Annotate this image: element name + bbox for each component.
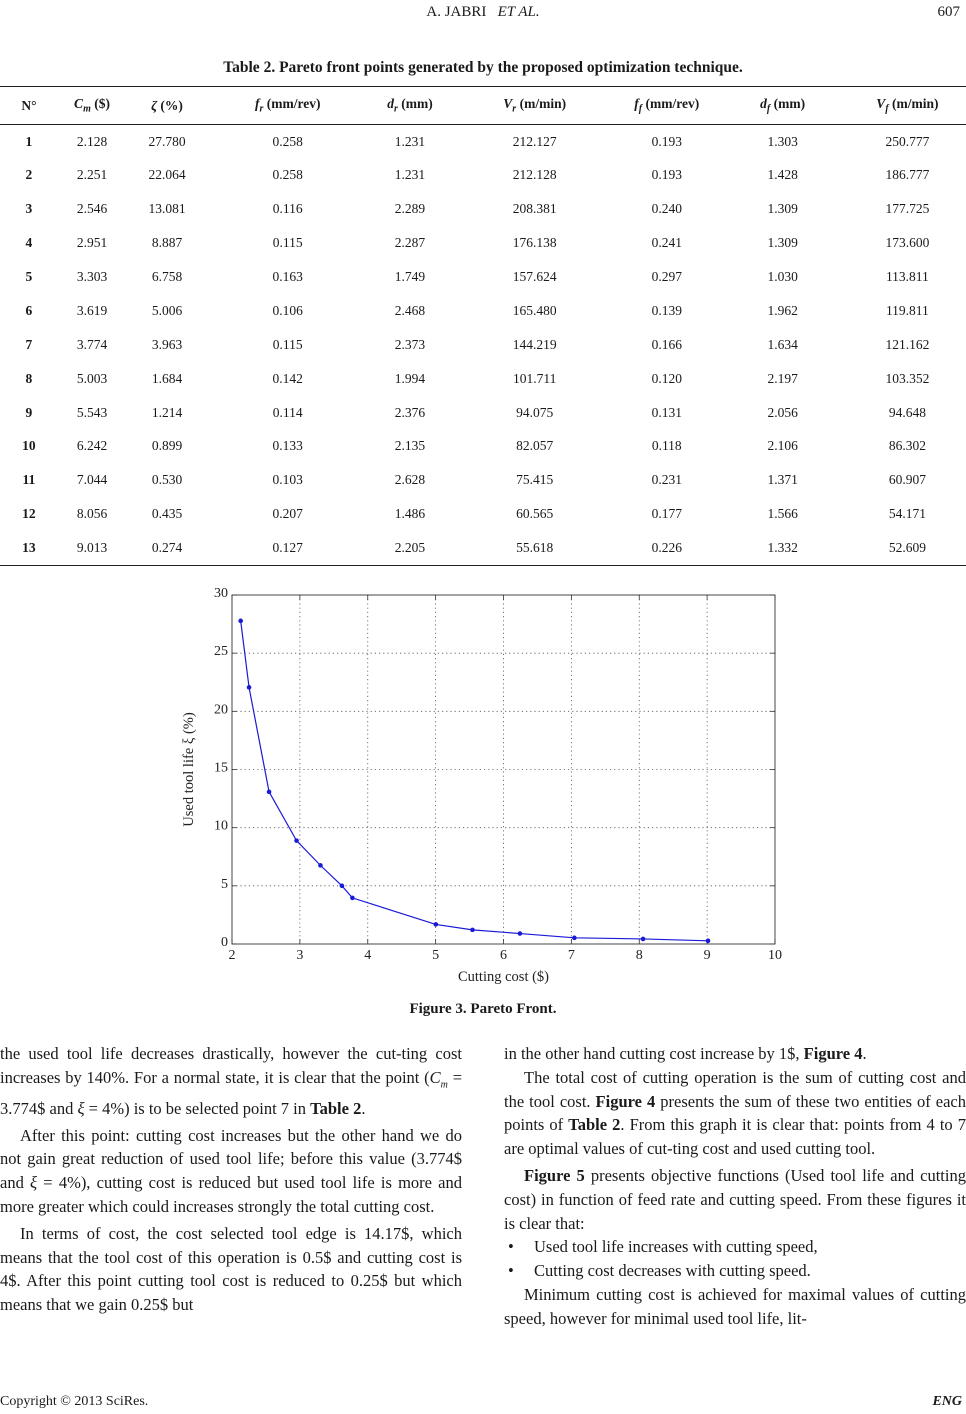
list-item: • Cutting cost decreases with cutting speed.: [508, 1259, 966, 1283]
x-tick-label: 7: [567, 948, 575, 963]
table-cell: 27.780: [148, 133, 186, 149]
data-point-7: [350, 896, 354, 900]
table-row: [0, 158, 966, 192]
table-cell: 0.193: [651, 167, 682, 183]
figure-caption: Figure 3. Pareto Front.: [409, 1001, 557, 1017]
table-cell: 1.749: [394, 269, 426, 284]
table-cell: 186.777: [885, 167, 930, 183]
column-header: $d_r$ (mm): [368, 87, 453, 125]
table-cell: 1.030: [767, 269, 798, 284]
data-point-11: [572, 936, 576, 940]
paragraph: The total cost of cutting operation is the sum of cutting cost and the tool cost. Figure 4 presents the sum of these two entities of each points of Table 2. From this graph it is clear that: points from 4 to 7 are optimal values of cut-ting cost and used cutting tool.: [504, 1067, 966, 1159]
column-header: N°: [0, 87, 58, 125]
column-header: $f_f$ (mm/rev): [617, 87, 717, 125]
y-tick-label: 30: [214, 586, 228, 601]
table-cell: 0.899: [151, 438, 183, 454]
table-cell: 0.133: [272, 438, 303, 454]
table-cell: 1.231: [394, 167, 426, 183]
pareto-series-line: [241, 621, 708, 941]
table-cell: 2.289: [394, 201, 426, 217]
running-head-authors: A. JABRI ET AL.: [426, 4, 540, 20]
table-row: [0, 396, 966, 430]
table-cell: 2.546: [76, 201, 108, 217]
table-cell: 0.193: [651, 133, 682, 149]
x-tick-label: 10: [768, 948, 782, 963]
table-cell: 2.251: [76, 167, 108, 183]
table-cell: 5.003: [76, 370, 108, 386]
data-point-6: [340, 884, 344, 888]
table-cell: 0.116: [272, 201, 303, 217]
data-point-3: [267, 790, 271, 794]
table-cell: 0.131: [651, 404, 682, 420]
table-cell: 94.648: [888, 404, 926, 420]
table-cell: 0.163: [272, 269, 303, 284]
column-header: $f_r$ (mm/rev): [208, 87, 368, 125]
table-cell: 250.777: [885, 133, 930, 149]
table-cell: 0.177: [651, 506, 682, 522]
x-tick-label: 5: [432, 948, 440, 963]
point-number-cell: 10: [22, 438, 36, 454]
table-cell: 0.297: [651, 269, 682, 284]
table-row: [0, 531, 966, 565]
table-cell: 1.309: [767, 201, 798, 217]
table-cell: 60.565: [516, 506, 554, 522]
table-cell: 1.332: [717, 531, 849, 565]
table-cell: 177.725: [885, 201, 930, 217]
table-cell: 2.135: [394, 438, 426, 454]
table-row: [0, 430, 966, 464]
point-number-cell: 1: [25, 133, 33, 149]
table-cell: 1.371: [767, 472, 798, 488]
point-number-cell: 9: [25, 404, 33, 420]
table-cell: 212.128: [512, 167, 557, 183]
table-cell: 0.115: [272, 336, 303, 352]
data-point-13: [706, 939, 710, 943]
table-cell: 3.774: [76, 336, 108, 352]
table-cell: 22.064: [148, 167, 186, 183]
bullet-list: [508, 1235, 966, 1283]
table-cell: 1.962: [767, 302, 798, 318]
table-cell: 0.120: [651, 370, 682, 386]
table-cell: 1.486: [394, 506, 426, 522]
table-cell: 1.214: [151, 404, 183, 420]
table-cell: 1.634: [767, 336, 798, 352]
paragraph: Minimum cutting cost is achieved for maximal values of cutting speed, however for minimal used tool life, lit-: [504, 1284, 966, 1328]
table-cell: 1.428: [767, 167, 798, 183]
data-point-10: [518, 932, 522, 936]
paragraph: In terms of cost, the cost selected tool edge is 14.17$, which means that the tool cost of this operation is 0.5$ and cutting cost is 4$. After this point cutting tool cost is reduced to 0.25$ but which means that we gain 0.25$ but: [0, 1223, 462, 1315]
table-cell: 2.197: [767, 370, 798, 386]
table-cell: 1.994: [394, 370, 426, 386]
table-cell: 82.057: [516, 438, 554, 454]
table-cell: 2.056: [767, 404, 798, 420]
data-point-8: [434, 922, 438, 926]
table-cell: 0.530: [151, 472, 183, 488]
table-cell: 0.240: [651, 201, 682, 217]
column-header: $d_f$ (mm): [717, 87, 849, 125]
table-row: [0, 463, 966, 497]
pareto-table: [0, 86, 966, 566]
table-cell: 54.171: [888, 506, 926, 522]
y-tick-label: 20: [214, 702, 228, 718]
data-point-12: [641, 937, 645, 941]
point-number-cell: 13: [0, 531, 58, 565]
table-cell: 0.106: [272, 302, 303, 318]
table-cell: 173.600: [885, 235, 930, 251]
table-caption: Table 2. Pareto front points generated by the proposed optimization technique.: [223, 59, 743, 76]
table-cell: 0.258: [272, 167, 303, 183]
table-cell: 1.309: [767, 235, 798, 251]
table-row: [0, 497, 966, 531]
table-cell: 1.231: [394, 133, 426, 149]
table-cell: 103.352: [885, 370, 930, 386]
table-row: [0, 260, 966, 294]
table-cell: 3.303: [76, 269, 108, 284]
table-cell: 208.381: [512, 201, 557, 217]
table-row: [0, 226, 966, 260]
table-cell: 1.566: [767, 506, 798, 522]
page-number: 607: [937, 4, 960, 20]
table-cell: 176.138: [512, 235, 557, 251]
x-tick-label: 3: [296, 948, 304, 963]
table-cell: 0.166: [651, 336, 682, 352]
y-tick-label: 10: [214, 818, 228, 834]
point-number-cell: 2: [25, 167, 33, 183]
point-number-cell: 4: [25, 235, 33, 251]
list-item: • Used tool life increases with cutting speed,: [508, 1235, 966, 1259]
table-cell: 8.887: [151, 235, 183, 251]
table-cell: 0.435: [151, 506, 183, 522]
table-row: [0, 328, 966, 362]
column-header: $V_f$ (m/min): [849, 87, 966, 125]
x-axis-label: Cutting cost ($): [457, 969, 550, 985]
text-column-right: [504, 1042, 966, 1331]
column-header: ζ (%): [126, 87, 208, 125]
table-cell: 157.624: [512, 269, 557, 284]
table-cell: 3.619: [76, 302, 108, 318]
paragraph: in the other hand cutting cost increase by 1$, Figure 4.: [504, 1044, 867, 1063]
table-cell: 0.114: [272, 404, 303, 420]
table-cell: 7.044: [76, 472, 108, 488]
table-cell: 119.811: [885, 302, 929, 318]
table-cell: 94.075: [516, 404, 554, 420]
journal-name: ENG: [932, 1394, 962, 1409]
x-tick-label: 2: [228, 948, 236, 963]
table-cell: 6.758: [151, 269, 183, 284]
table-row: [0, 192, 966, 226]
table-cell: 2.628: [394, 472, 426, 488]
table-cell: 0.231: [651, 472, 682, 488]
point-number-cell: 6: [25, 302, 33, 318]
x-tick-label: 8: [635, 948, 643, 963]
table-cell: 0.103: [272, 472, 303, 488]
table-cell: 144.219: [512, 336, 557, 352]
y-tick-label: 15: [214, 760, 228, 776]
column-header: $C_m$ ($): [58, 87, 126, 125]
point-number-cell: 5: [25, 269, 33, 284]
data-point-4: [295, 839, 299, 843]
text-column-left: [0, 1042, 462, 1317]
paragraph: the used tool life decreases drastically, however the cut-ting cost increases by 140%. For a normal state, it is clear that the point ($C_m$ = 3.774$ and ξ = 4%) is to be selected point 7 in Table 2.: [0, 1044, 462, 1118]
point-number-cell: 8: [25, 370, 33, 386]
table-cell: 13.081: [148, 201, 186, 217]
table-cell: 212.127: [512, 133, 557, 149]
table-cell: 5.006: [151, 302, 183, 318]
page-footer: [0, 1394, 966, 1414]
table-cell: 8.056: [76, 506, 108, 522]
paragraph: After this point: cutting cost increases but the other hand we do not gain great reduction of used tool life; before this value (3.774$ and ξ = 4%), cutting cost is reduced but used tool life is more and more greater which could increases strongly the total cutting cost.: [0, 1125, 462, 1217]
table-cell: 0.115: [272, 235, 303, 251]
point-number-cell: 3: [25, 201, 33, 217]
page-header: [0, 4, 966, 26]
table-cell: 1.684: [151, 370, 183, 386]
table-row: [0, 125, 966, 159]
table-cell: 5.543: [76, 404, 108, 420]
table-cell: 9.013: [58, 531, 126, 565]
table-row: [0, 294, 966, 328]
pareto-front-chart: [160, 580, 800, 1000]
paragraph: Figure 5 presents objective functions (Used tool life and cutting cost) in function of feed rate and cutting speed. From these figures it is clear that:: [504, 1165, 966, 1233]
table-cell: 75.415: [516, 472, 554, 488]
table-cell: 2.128: [76, 133, 108, 149]
table-cell: 121.162: [885, 336, 930, 352]
table-body: [0, 125, 966, 566]
data-point-2: [247, 685, 251, 689]
x-tick-label: 4: [364, 948, 372, 963]
y-tick-label: 5: [221, 876, 228, 892]
table-cell: 0.258: [272, 133, 303, 149]
table-cell: 101.711: [513, 370, 557, 386]
table-cell: 0.207: [272, 506, 303, 522]
table-cell: 1.303: [767, 133, 798, 149]
table-cell: 113.811: [885, 269, 929, 284]
table-cell: 165.480: [512, 302, 557, 318]
table-cell: 0.274: [126, 531, 208, 565]
table-header-row: [0, 87, 966, 125]
table-cell: 2.468: [394, 302, 426, 318]
copyright: Copyright © 2013 SciRes.: [0, 1394, 149, 1409]
column-header: $V_r$ (m/min): [452, 87, 617, 125]
table-cell: 0.127: [208, 531, 368, 565]
table-cell: 0.226: [617, 531, 717, 565]
table-cell: 0.139: [651, 302, 682, 318]
data-point-1: [239, 619, 243, 623]
table-cell: 0.142: [272, 370, 303, 386]
table-cell: 86.302: [888, 438, 926, 454]
table-cell: 52.609: [849, 531, 966, 565]
table-row: [0, 362, 966, 396]
table-cell: 55.618: [452, 531, 617, 565]
table-cell: 60.907: [888, 472, 926, 488]
table-cell: 2.373: [394, 336, 426, 352]
table-cell: 2.287: [394, 235, 426, 251]
y-axis-label: Used tool life ξ (%): [181, 712, 197, 827]
table-cell: 2.106: [767, 438, 798, 454]
plot-frame: [232, 595, 775, 944]
table-cell: 0.241: [651, 235, 682, 251]
data-point-5: [318, 863, 322, 867]
table-cell: 2.951: [76, 235, 108, 251]
table-cell: 3.963: [151, 336, 183, 352]
point-number-cell: 12: [22, 506, 36, 522]
table-cell: 2.205: [368, 531, 453, 565]
x-tick-label: 6: [500, 948, 507, 963]
y-tick-label: 0: [221, 935, 228, 950]
x-tick-label: 9: [703, 948, 711, 963]
point-number-cell: 7: [25, 336, 33, 352]
data-point-9: [470, 928, 474, 932]
table-cell: 6.242: [76, 438, 108, 454]
table-cell: 0.118: [651, 438, 682, 454]
point-number-cell: 11: [22, 472, 36, 488]
table-cell: 2.376: [394, 404, 426, 420]
y-tick-label: 25: [214, 644, 228, 660]
